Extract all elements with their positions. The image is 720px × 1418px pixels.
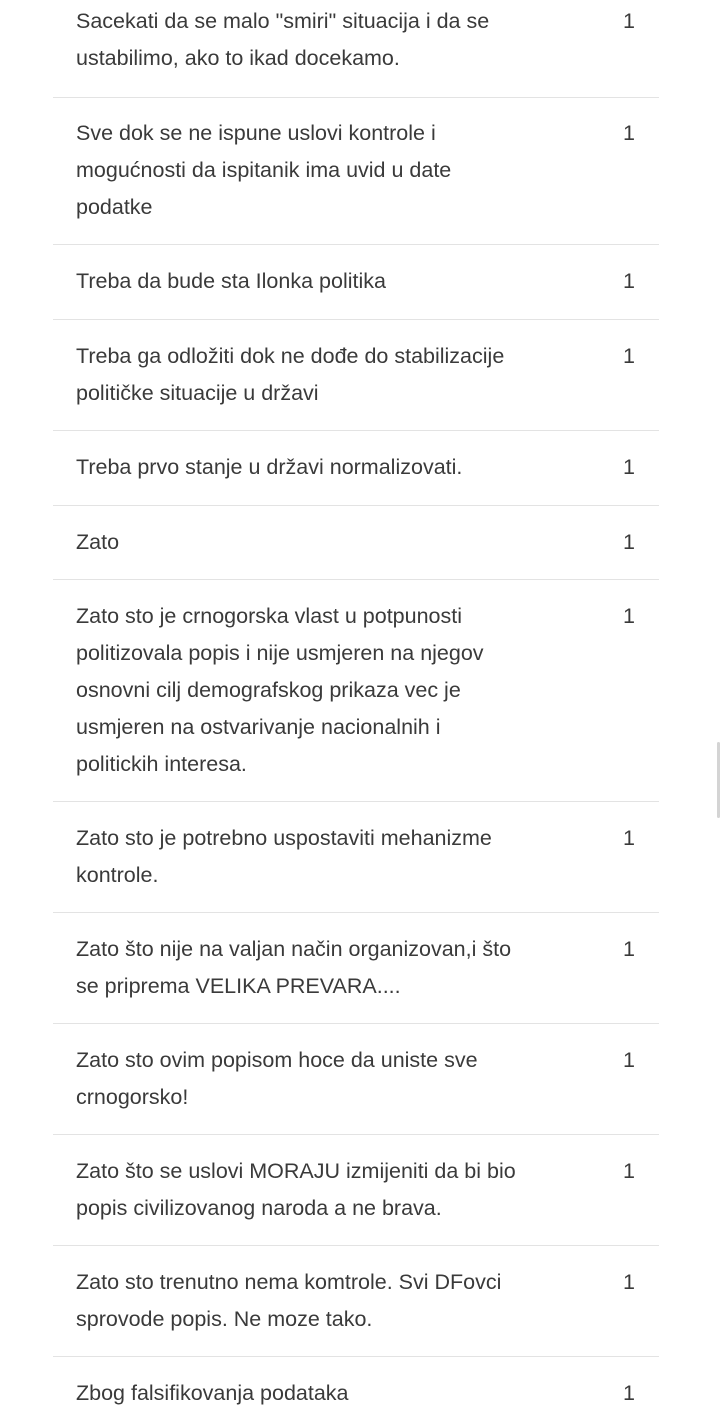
response-text: Zato sto trenutno nema komtrole. Svi DFovci sprovode popis. Ne moze tako. [76, 1270, 502, 1331]
response-text: Zato što nije na valjan način organizovan,i što se priprema VELIKA PREVARA.... [76, 937, 512, 998]
response-text: Sve dok se ne ispune uslovi kontrole i mogućnosti da ispitanik ima uvid u date podatke [76, 121, 452, 219]
response-count: 1 [623, 1048, 635, 1072]
list-item [53, 1246, 659, 1357]
response-text: Treba prvo stanje u državi normalizovati. [76, 455, 463, 479]
response-text: Zato što se uslovi MORAJU izmijeniti da bi bio popis civilizovanog naroda a ne brava. [76, 1159, 516, 1220]
response-count: 1 [623, 344, 635, 368]
response-text: Zato sto je potrebno uspostaviti mehanizme kontrole. [76, 826, 492, 887]
list-item [53, 431, 659, 506]
response-count: 1 [623, 937, 635, 961]
response-count: 1 [623, 1159, 635, 1183]
response-count: 1 [623, 604, 635, 628]
response-count: 1 [623, 9, 635, 33]
response-text: Treba da bude sta Ilonka politika [76, 269, 386, 293]
list-item [53, 1357, 659, 1417]
response-list [53, 0, 659, 1417]
list-item [53, 802, 659, 913]
response-text: Zato [76, 530, 120, 554]
response-count: 1 [623, 1270, 635, 1294]
list-item [53, 0, 659, 98]
response-text: Zato sto je crnogorska vlast u potpunosti politizovala popis i nije usmjeren na njegov osnovni cilj demografskog prikaza vec je usmjeren na ostvarivanje nacionalnih i politickih interesa. [76, 604, 484, 776]
response-text: Treba ga odložiti dok ne dođe do stabilizacije političke situacije u državi [76, 344, 505, 405]
response-text: Zato sto ovim popisom hoce da uniste sve crnogorsko! [76, 1048, 478, 1109]
response-text: Zbog falsifikovanja podataka [76, 1381, 349, 1405]
response-count: 1 [623, 530, 635, 554]
list-item [53, 913, 659, 1024]
response-count: 1 [623, 121, 635, 145]
response-count: 1 [623, 455, 635, 479]
response-count: 1 [623, 269, 635, 293]
list-item [53, 245, 659, 320]
list-item [53, 1024, 659, 1135]
response-count: 1 [623, 826, 635, 850]
list-item [53, 580, 659, 802]
response-count: 1 [623, 1381, 635, 1405]
list-item [53, 506, 659, 580]
list-item [53, 98, 659, 245]
list-item [53, 1135, 659, 1246]
list-item [53, 320, 659, 431]
response-text: Sacekati da se malo "smiri" situacija i da se ustabilimo, ako to ikad docekamo. [76, 9, 490, 70]
